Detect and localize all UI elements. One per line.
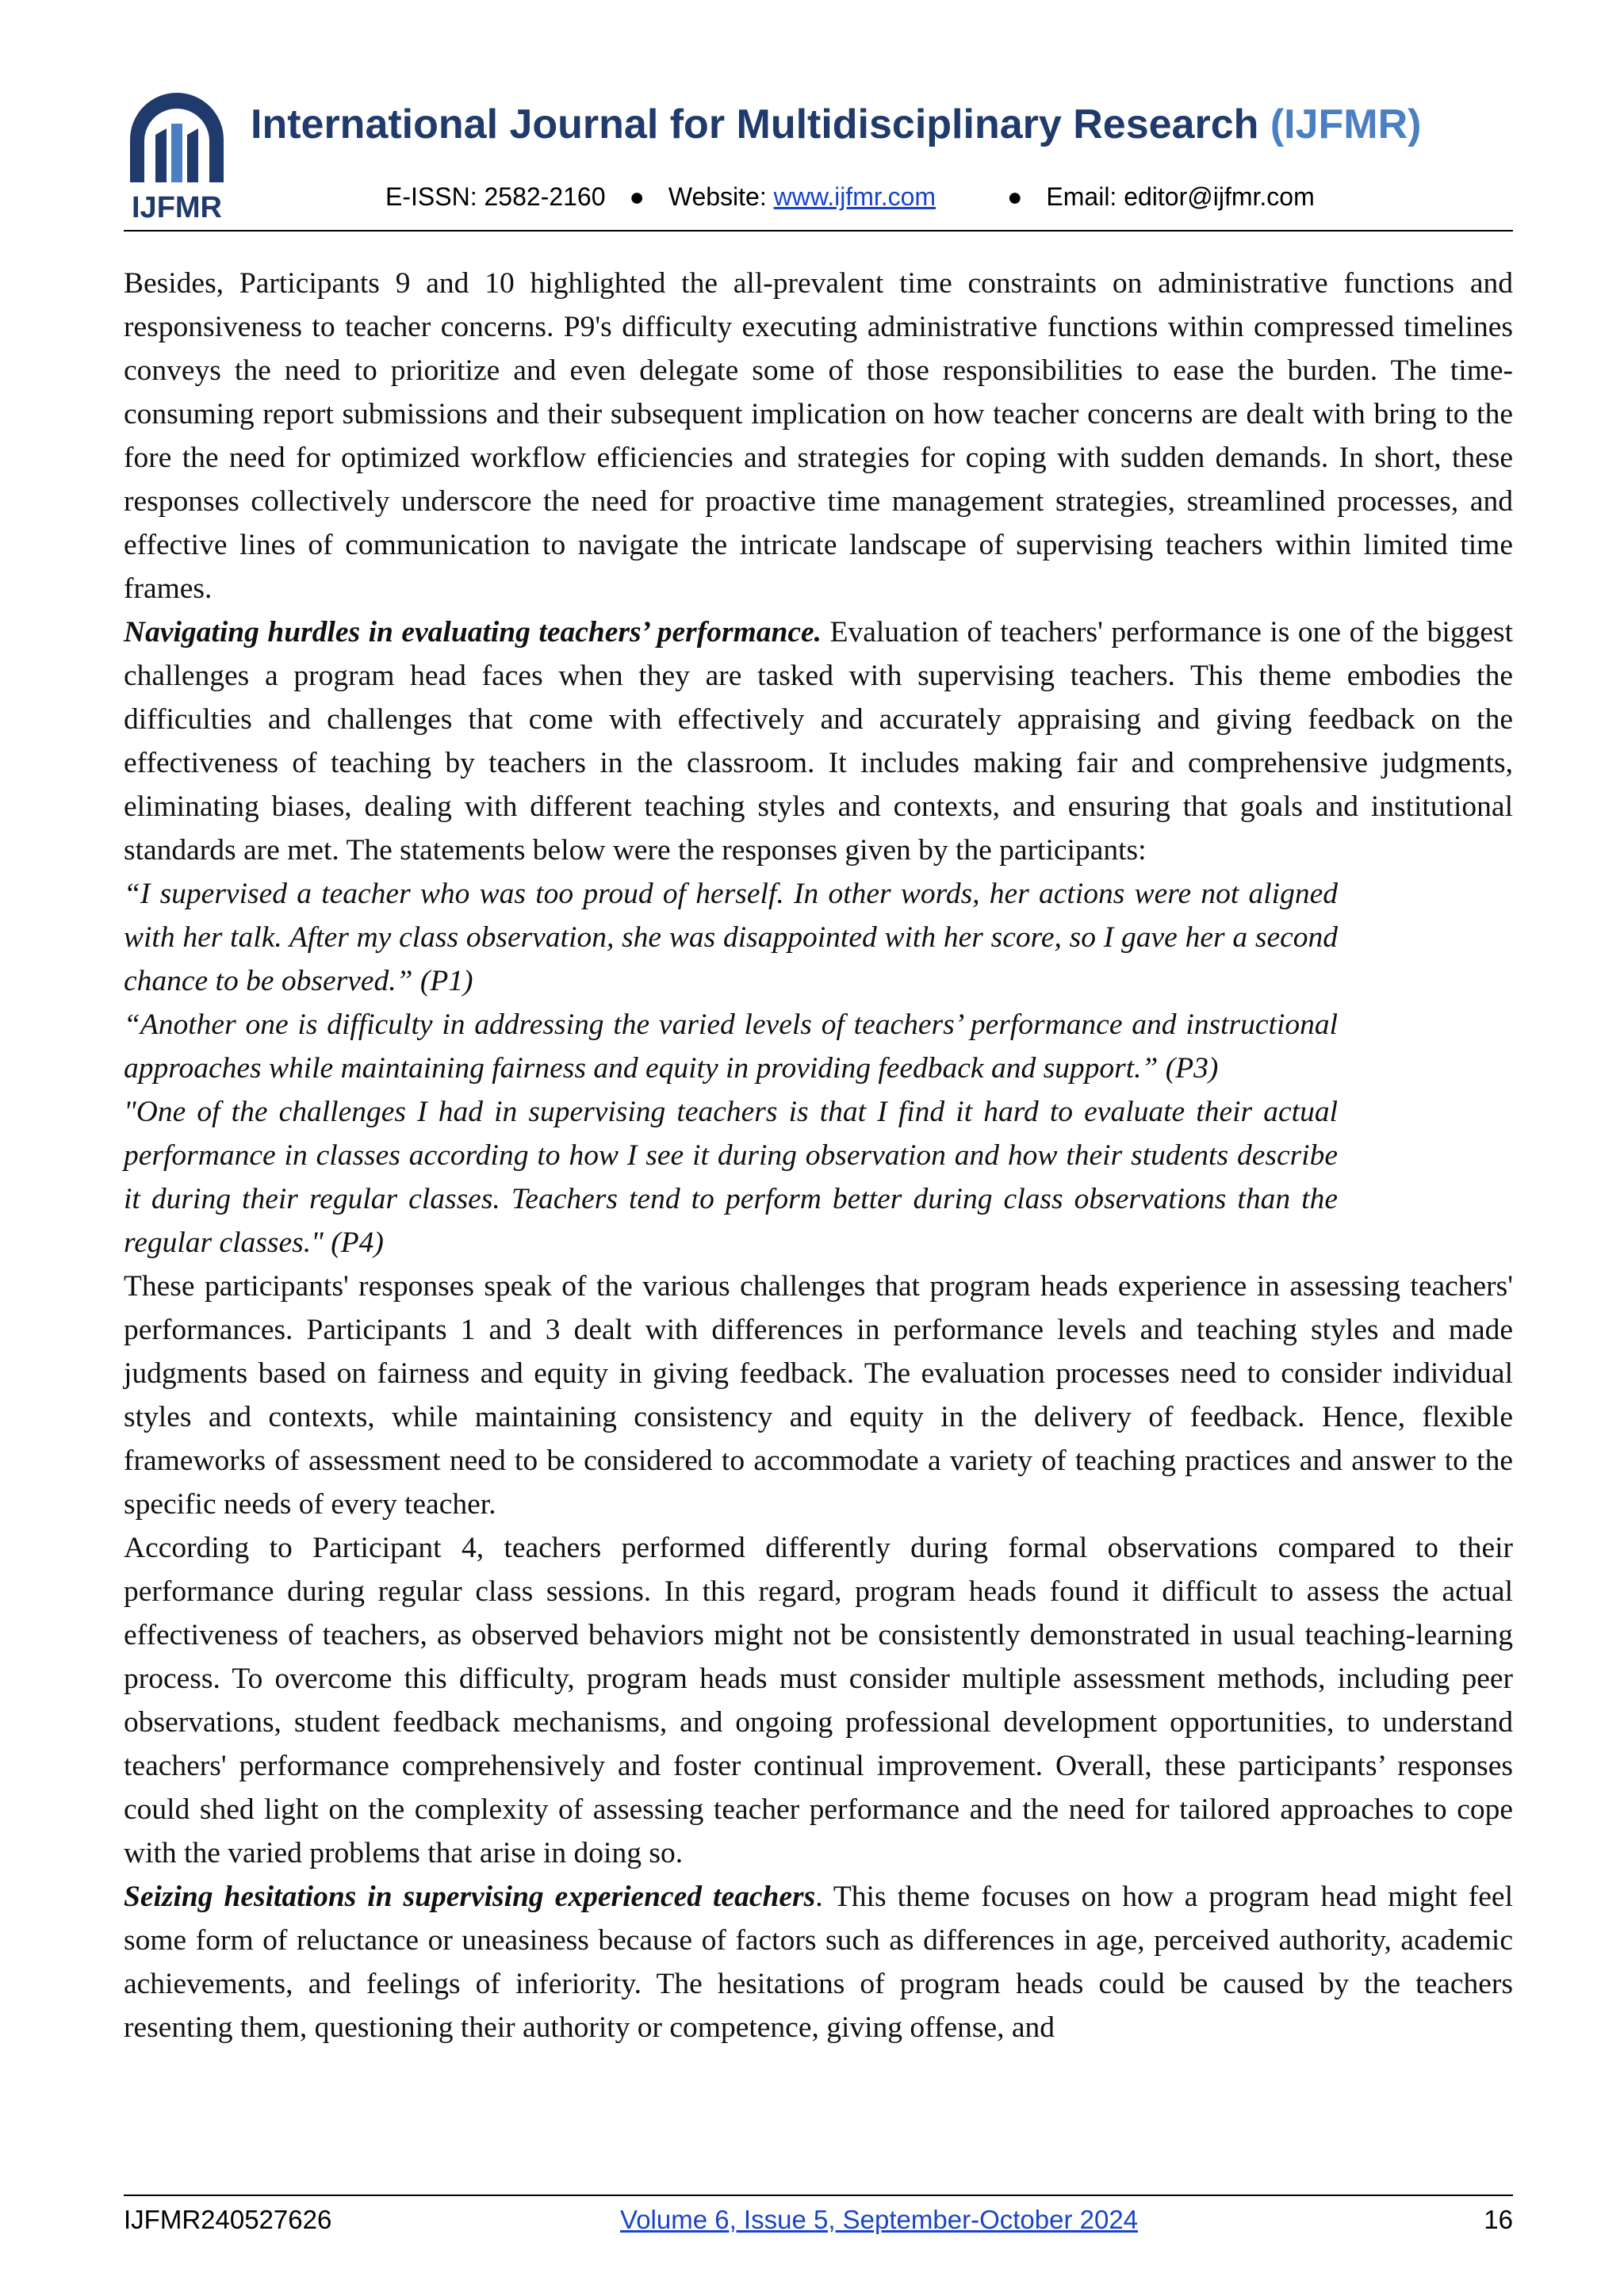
journal-abbreviation: (IJFMR) xyxy=(1270,101,1422,147)
bullet-icon: ● xyxy=(629,182,645,211)
paragraph-responses-analysis: These participants' responses speak of the various challenges that program heads experience in assessing teachers' performances. Participants 1 and 3 dealt with differences in performance levels and teaching styles and made judgments based on fairness and equity in giving feedback. The evaluation processes need to consider individual styles and contexts, while maintaining consistency and equity in the delivery of feedback. Hence, flexible frameworks of assessment need to be considered to accommodate a variety of teaching practices and answer to the specific needs of every teacher. xyxy=(124,1270,1513,1521)
journal-header xyxy=(124,89,1513,236)
theme-heading-hesitations: Seizing hesitations in supervising experienced teachers xyxy=(124,1881,816,1913)
quote-p1: “I supervised a teacher who was too proud of herself. In other words, her actions were not aligned with her talk. After my class observation, she was disappointed with her score, so I gave her a second chance to be observed.” (P1) xyxy=(124,878,1338,997)
paragraph-theme-hesitations xyxy=(124,1875,1513,2049)
ijfmr-logo xyxy=(124,89,230,224)
header-divider xyxy=(124,230,1513,232)
theme-body-evaluating: Evaluation of teachers' performance is one of the biggest challenges a program head faces when they are tasked with supervising teachers. This theme embodies the difficulties and challenges that come with effectively and accurately appraising and giving feedback on the effectiveness of teaching by teachers in the classroom. It includes making fair and comprehensive judgments, eliminating biases, dealing with different teaching styles and contexts, and ensuring that goals and institutional standards are met. The statements below were the responses given by the participants: xyxy=(124,616,1514,867)
issn-contact-line xyxy=(385,181,1511,212)
email-text: Email: editor@ijfmr.com xyxy=(1046,182,1315,211)
quote-p3: “Another one is difficulty in addressing the varied levels of teachers’ performance and instructional approaches while maintaining fairness and equity in providing feedback and support.” (P3) xyxy=(124,1008,1338,1085)
theme-heading-evaluating: Navigating hurdles in evaluating teachers’ performance. xyxy=(124,616,822,649)
page-footer xyxy=(124,2202,1513,2237)
theme-body-hesitations: . This theme focuses on how a program head might feel some form of reluctance or uneasiness because of factors such as differences in age, perceived authority, academic achievements, and feelings of inferiority. The hesitations of program heads could be caused by the teachers resenting them, questioning their authority or competence, giving offense, and xyxy=(124,1881,1513,2044)
paragraph-theme-evaluating xyxy=(124,610,1513,872)
quote-p4: "One of the challenges I had in supervising teachers is that I find it hard to evaluate their actual performance in classes according to how I see it during observation and how their students describe it during their regular classes. Teachers tend to perform better during class observations than the regular classes." (P4) xyxy=(124,1096,1338,1259)
article-id: IJFMR240527626 xyxy=(124,2205,332,2234)
journal-title xyxy=(251,100,1513,149)
eissn-text: E-ISSN: 2582-2160 xyxy=(385,182,606,211)
journal-name: International Journal for Multidisciplinary Research xyxy=(251,101,1259,147)
website-link[interactable]: www.ijfmr.com xyxy=(773,182,936,211)
paragraph-participant-4: According to Participant 4, teachers performed differently during formal observations compared to their performance during regular class sessions. In this regard, program heads found it difficult to assess the actual effectiveness of teachers, as observed behaviors might not be consistently demonstrated in usual teaching-learning process. To overcome this difficulty, program heads must consider multiple assessment methods, including peer observations, student feedback mechanisms, and ongoing professional development opportunities, to understand teachers' performance comprehensively and foster continual improvement. Overall, these participants’ responses could shed light on the complexity of assessing teacher performance and the need for tailored approaches to cope with the varied problems that arise in doing so. xyxy=(124,1532,1513,1869)
logo-text: IJFMR xyxy=(132,191,222,224)
footer-divider xyxy=(124,2195,1513,2196)
page-number: 16 xyxy=(1484,2205,1513,2234)
website-label: Website: xyxy=(668,182,767,211)
bullet-icon: ● xyxy=(1007,182,1023,211)
volume-issue-link[interactable]: Volume 6, Issue 5, September-October 2024 xyxy=(620,2205,1139,2234)
article-body xyxy=(124,262,1513,2049)
paragraph-time-constraints: Besides, Participants 9 and 10 highlighted the all-prevalent time constraints on administrative functions and responsiveness to teacher concerns. P9's difficulty executing administrative functions within compressed timelines conveys the need to prioritize and even delegate some of those responsibilities to ease the burden. The time-consuming report submissions and their subsequent implication on how teacher concerns are dealt with bring to the fore the need for optimized workflow efficiencies and strategies for coping with sudden demands. In short, these responses collectively underscore the need for proactive time management strategies, streamlined processes, and effective lines of communication to navigate the intricate landscape of supervising teachers within limited time frames. xyxy=(124,267,1513,605)
